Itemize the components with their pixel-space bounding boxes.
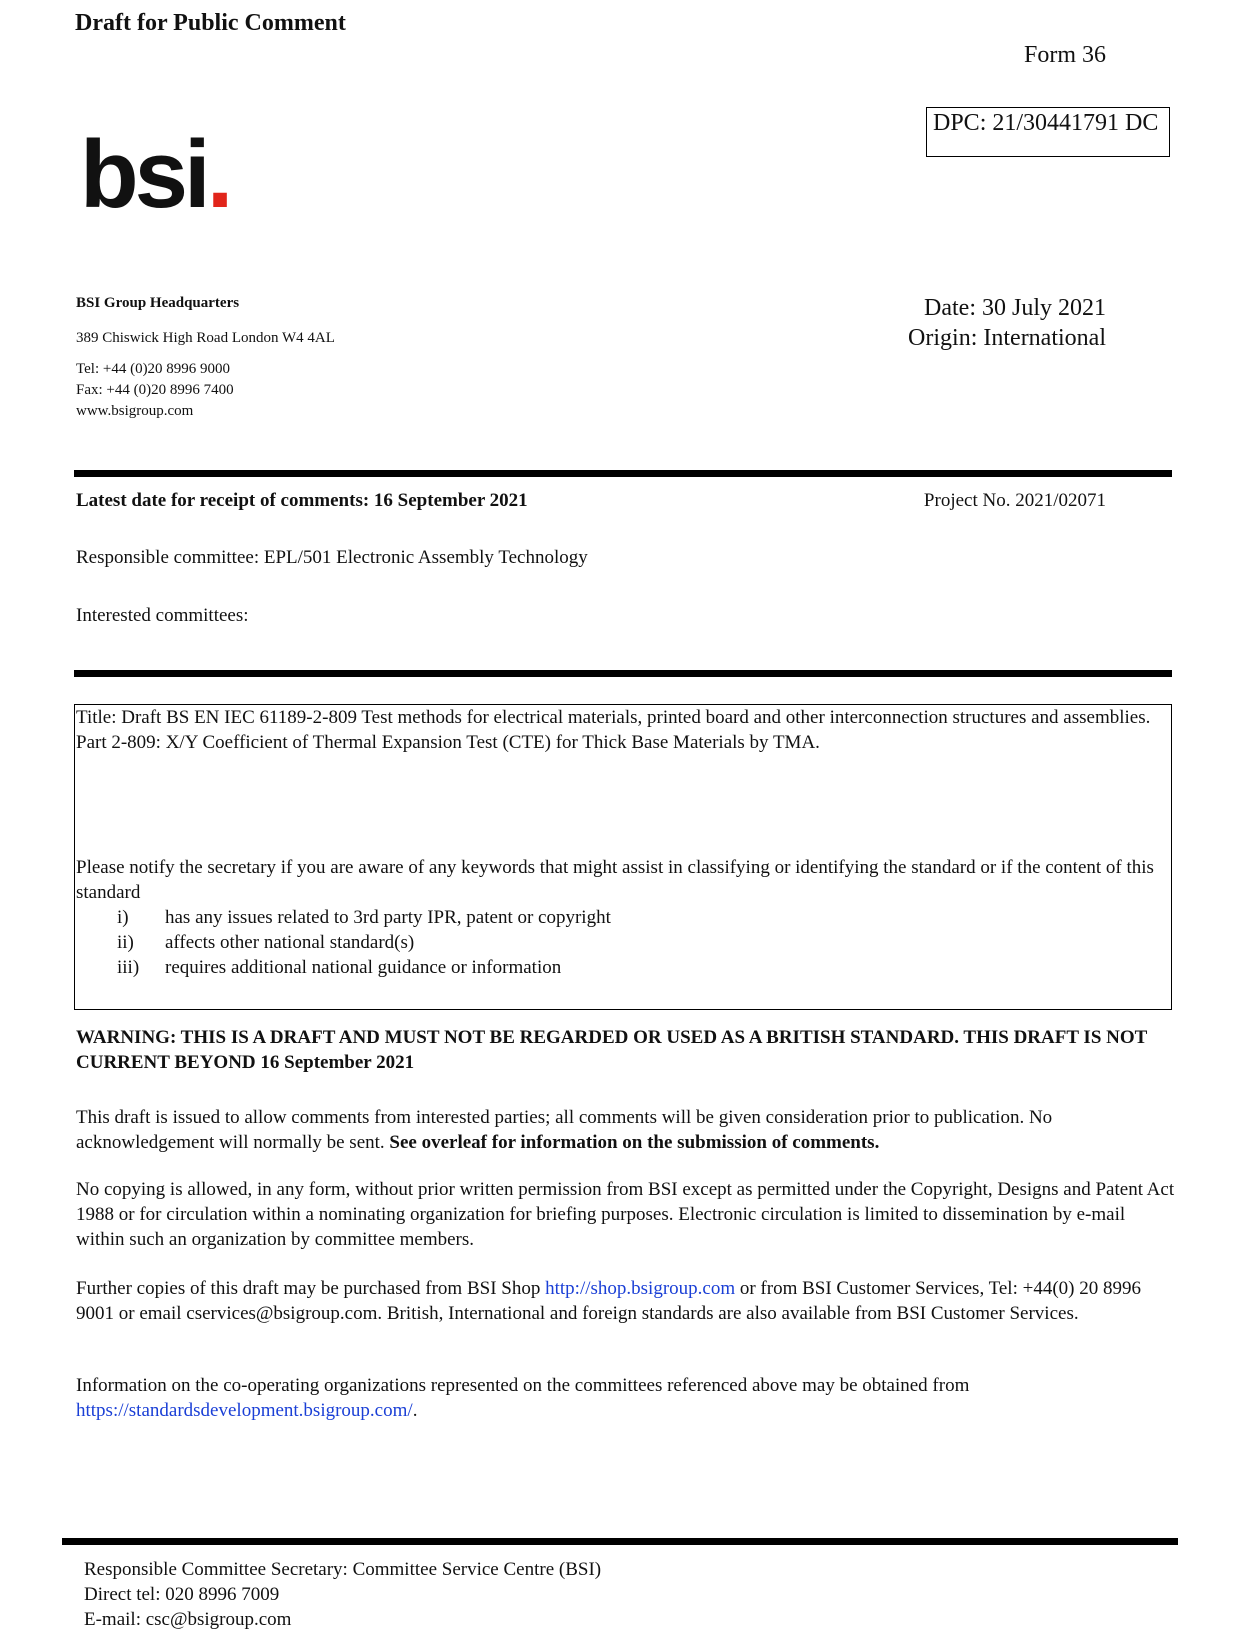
list-item-number: iii) — [117, 957, 140, 978]
paragraph-copies — [76, 1276, 1176, 1326]
standards-development-link[interactable]: https://standardsdevelopment.bsigroup.com/ — [76, 1400, 413, 1421]
document-origin: Origin: International — [908, 325, 1106, 351]
paragraph-text: Further copies of this draft may be purchased from BSI Shop — [76, 1278, 546, 1299]
hq-telephone: Tel: +44 (0)20 8996 9000 — [76, 361, 231, 377]
interested-committees: Interested committees: — [76, 605, 249, 626]
title-box — [74, 704, 1172, 1010]
paragraph-text: . — [412, 1400, 418, 1421]
hq-name: BSI Group Headquarters — [76, 295, 240, 311]
list-item-number: i) — [117, 907, 129, 928]
paragraph-text: or from BSI Customer Services, Tel: +44(0) 20 8996 9001 or email cservices@bsigroup.com. British, International and foreign standards are also available from BSI Customer Services. — [76, 1278, 1141, 1324]
paragraph-text: Information on the co-operating organizations represented on the committees referenced above may be obtained from — [76, 1375, 970, 1396]
dpc-reference-box — [926, 107, 1170, 157]
form-number: Form 36 — [1023, 42, 1106, 68]
document-title: Title: Draft BS EN IEC 61189-2-809 Test methods for electrical materials, printed board and other interconnection structures and assemblies. Part 2-809: X/Y Coefficient of Thermal Expansion Test (CTE) for Thick Base Materials by TMA. — [76, 707, 1151, 753]
bsi-logo — [80, 120, 240, 230]
logo-text: bsi — [80, 121, 207, 228]
hq-website[interactable]: www.bsigroup.com — [76, 403, 194, 419]
list-item — [117, 955, 611, 980]
draft-label: Draft for Public Comment — [75, 10, 346, 36]
middle-divider — [74, 670, 1172, 677]
list-item-text: has any issues related to 3rd party IPR, patent or copyright — [165, 907, 611, 928]
draft-warning: WARNING: THIS IS A DRAFT AND MUST NOT BE REGARDED OR USED AS A BRITISH STANDARD. THIS DRAFT IS NOT CURRENT BEYOND 16 September 2021 — [76, 1027, 1147, 1073]
list-item — [117, 930, 611, 955]
bsi-shop-link[interactable]: http://shop.bsigroup.com — [545, 1278, 736, 1299]
paragraph-organizations — [76, 1373, 1176, 1423]
footer-secretary: Responsible Committee Secretary: Committee Service Centre (BSI) — [84, 1559, 602, 1580]
footer-contact — [84, 1557, 601, 1632]
footer-email: E-mail: csc@bsigroup.com — [84, 1609, 292, 1630]
logo-dot: . — [206, 121, 230, 228]
list-item-text: requires additional national guidance or information — [165, 957, 562, 978]
footer-direct-tel: Direct tel: 020 8996 7009 — [84, 1584, 280, 1605]
document-date: Date: 30 July 2021 — [924, 295, 1106, 321]
notify-text: Please notify the secretary if you are aware of any keywords that might assist in classifying or identifying the standard or if the content of this standard — [76, 857, 1154, 903]
paragraph-comments — [76, 1105, 1176, 1155]
list-item-number: ii) — [117, 932, 134, 953]
list-item-text: affects other national standard(s) — [165, 932, 415, 953]
paragraph-copying: No copying is allowed, in any form, without prior written permission from BSI except as permitted under the Copyright, Designs and Patent Act 1988 or for circulation within a nominating organization for briefing purposes. Electronic circulation is limited to dissemination by e-mail within such an organization by committee members. — [76, 1179, 1175, 1250]
hq-address: 389 Chiswick High Road London W4 4AL — [76, 330, 335, 346]
top-divider — [74, 470, 1172, 477]
paragraph-text: This draft is issued to allow comments from interested parties; all comments will be given consideration prior to publication. No acknowledgement will normally be sent. — [76, 1107, 1053, 1153]
responsible-committee: Responsible committee: EPL/501 Electronic Assembly Technology — [76, 547, 588, 568]
hq-fax: Fax: +44 (0)20 8996 7400 — [76, 382, 234, 398]
dpc-reference: DPC: 21/30441791 DC — [933, 110, 1159, 136]
project-number: Project No. 2021/02071 — [923, 490, 1106, 511]
footer-divider — [62, 1538, 1178, 1545]
paragraph-emphasis: See overleaf for information on the submission of comments. — [389, 1132, 880, 1153]
comments-deadline: Latest date for receipt of comments: 16 September 2021 — [76, 490, 528, 511]
list-item — [117, 905, 611, 930]
notify-list — [117, 905, 611, 980]
